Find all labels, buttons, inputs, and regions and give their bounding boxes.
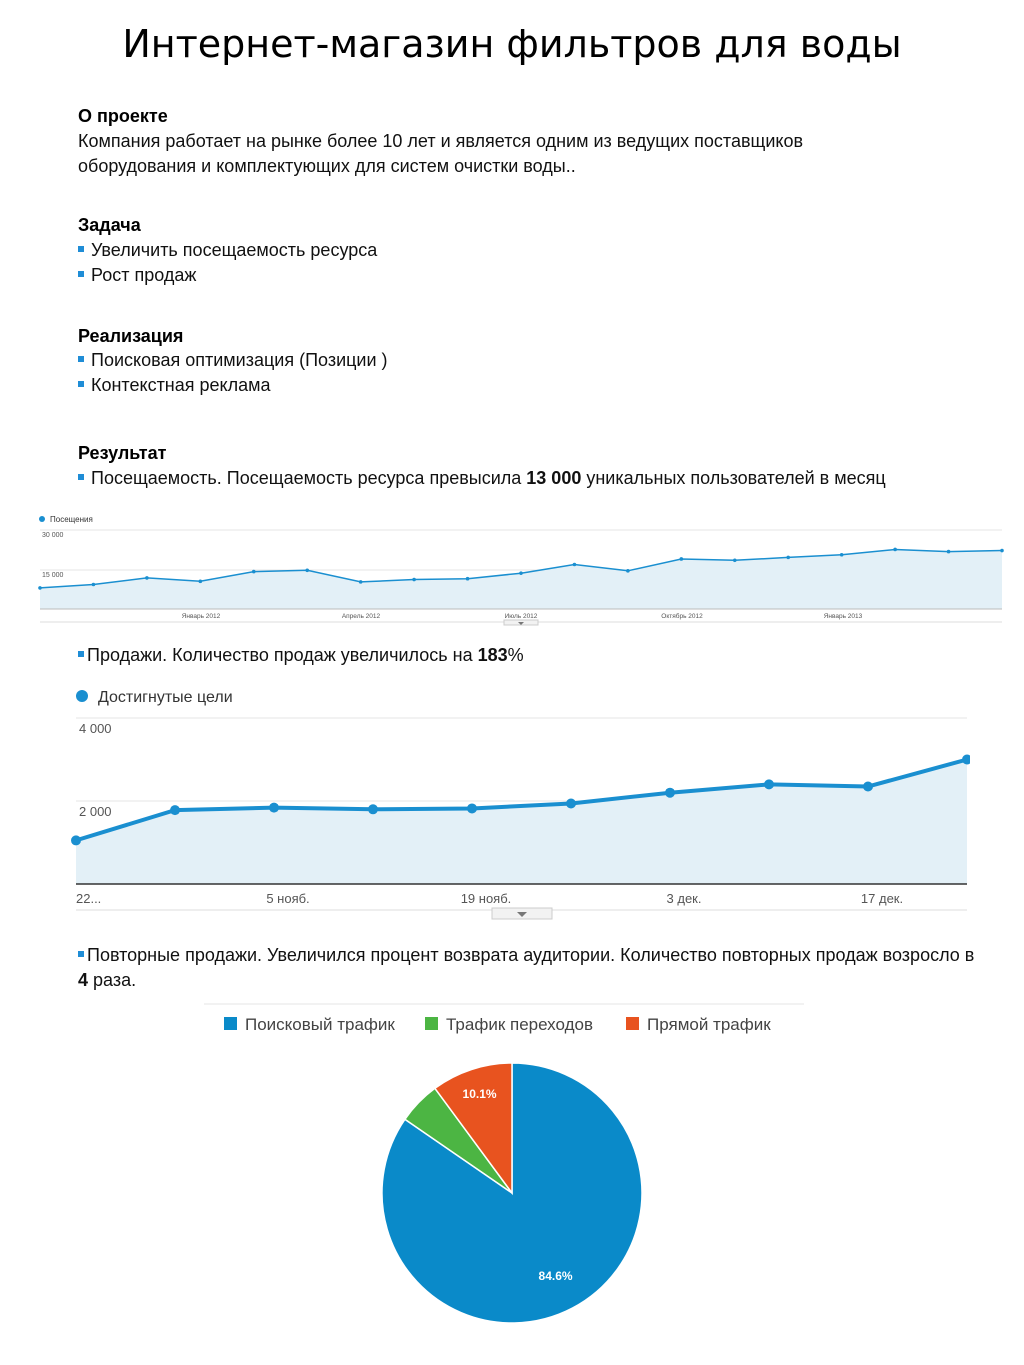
implementation-item: Поисковая оптимизация (Позиции ) xyxy=(78,350,388,371)
data-point xyxy=(764,779,774,789)
result-traffic: Посещаемость. Посещаемость ресурса превысила 13 000 уникальных пользователей в месяц xyxy=(78,468,886,489)
x-tick-label: Апрель 2012 xyxy=(341,613,381,620)
implementation-item: Контекстная реклама xyxy=(78,375,271,396)
data-point xyxy=(412,578,416,582)
x-tick-label: 22... xyxy=(76,891,102,906)
pie-slice-label: 84.6% xyxy=(538,1268,573,1283)
traffic-pie-chart xyxy=(200,1000,810,1330)
data-point xyxy=(92,583,96,587)
data-point xyxy=(145,576,149,580)
x-tick-label: 3 дек. xyxy=(666,891,702,906)
legend-search: Поисковый трафик xyxy=(245,1015,395,1034)
data-point xyxy=(566,798,576,808)
x-tick-label: Июль 2012 xyxy=(504,613,538,620)
data-point xyxy=(893,548,897,552)
data-point xyxy=(665,788,675,798)
data-point xyxy=(840,553,844,557)
data-point xyxy=(573,563,577,567)
legend-swatch-direct xyxy=(626,1017,639,1030)
legend-marker xyxy=(39,516,45,522)
bullet-icon xyxy=(78,951,84,957)
legend-swatch-referral xyxy=(425,1017,438,1030)
bullet-icon xyxy=(78,651,84,657)
data-point xyxy=(368,804,378,814)
x-tick-label: 5 нояб. xyxy=(266,891,310,906)
data-point xyxy=(1000,549,1004,553)
legend-marker xyxy=(76,690,88,702)
x-tick-label: 19 нояб. xyxy=(460,891,512,906)
about-heading: О проекте xyxy=(78,106,168,126)
data-point xyxy=(467,803,477,813)
y-tick-label: 2 000 xyxy=(79,804,112,819)
data-point xyxy=(170,805,180,815)
data-point xyxy=(786,556,790,560)
legend-goals: Достигнутые цели xyxy=(98,689,233,706)
data-point xyxy=(863,781,873,791)
bullet-icon xyxy=(78,246,84,252)
data-point xyxy=(71,835,81,845)
legend-direct: Прямой трафик xyxy=(647,1015,771,1034)
data-point xyxy=(305,568,309,572)
area-fill xyxy=(40,550,1002,610)
repeat-number: 4 xyxy=(78,970,89,990)
data-point xyxy=(359,580,363,584)
visits-chart xyxy=(36,508,1004,628)
sales-number: 183 xyxy=(477,645,508,665)
data-point xyxy=(626,569,630,573)
task-heading: Задача xyxy=(78,215,141,235)
traffic-number: 13 000 xyxy=(526,468,582,488)
data-point xyxy=(269,803,279,813)
data-point xyxy=(252,570,256,574)
bullet-icon xyxy=(78,474,84,480)
x-tick-label: Январь 2012 xyxy=(181,613,221,620)
data-point xyxy=(466,577,470,581)
data-point xyxy=(733,558,737,562)
y-tick-label: 4 000 xyxy=(79,721,112,736)
y-tick-label: 30 000 xyxy=(42,532,64,539)
page-title: Интернет-магазин фильтров для воды xyxy=(122,22,902,66)
implementation-heading: Реализация xyxy=(78,326,184,346)
area-fill xyxy=(76,760,967,885)
legend-referral: Трафик переходов xyxy=(446,1015,593,1034)
data-point xyxy=(680,557,684,561)
about-line-1: Компания работает на рынке более 10 лет и является одним из ведущих поставщиков xyxy=(78,131,804,151)
result-repeat: Повторные продажи. Увеличился процент возврата аудитории. Количество повторных продаж возросло в 4 раза. xyxy=(78,945,975,990)
legend-swatch-search xyxy=(224,1017,237,1030)
about-line-2: оборудования и комплектующих для систем очистки воды.. xyxy=(78,156,576,176)
bullet-icon xyxy=(78,271,84,277)
y-tick-label: 15 000 xyxy=(42,572,64,579)
result-heading: Результат xyxy=(78,443,167,463)
goals-chart xyxy=(70,682,970,922)
x-tick-label: 17 дек. xyxy=(860,891,904,906)
task-item: Рост продаж xyxy=(78,265,196,286)
result-sales: Продажи. Количество продаж увеличилось на 183% xyxy=(78,643,978,668)
pie-slice-label: 10.1% xyxy=(462,1087,497,1102)
bullet-icon xyxy=(78,381,84,387)
legend-visits: Посещения xyxy=(50,515,93,524)
data-point xyxy=(519,571,523,575)
data-point xyxy=(199,580,203,584)
bullet-icon xyxy=(78,356,84,362)
data-point xyxy=(947,550,951,554)
x-tick-label: Январь 2013 xyxy=(823,613,863,620)
data-point xyxy=(38,586,42,590)
x-tick-label: Октябрь 2012 xyxy=(661,613,703,620)
task-item: Увеличить посещаемость ресурса xyxy=(78,240,377,261)
